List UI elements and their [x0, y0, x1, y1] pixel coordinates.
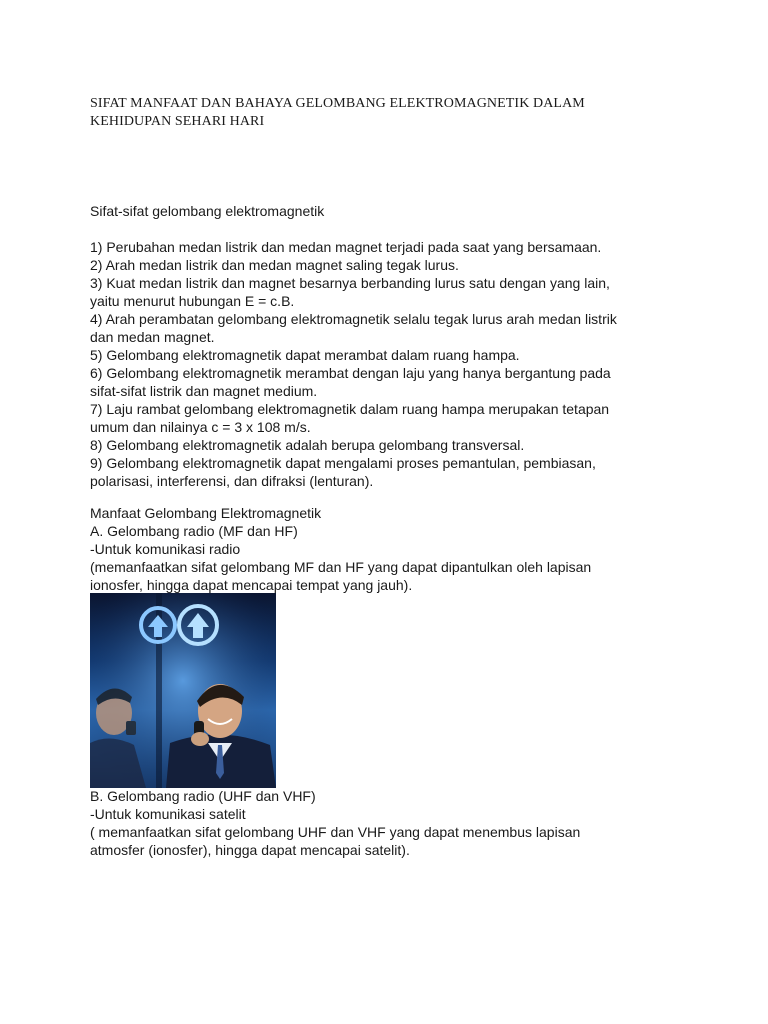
- list-line: 4) Arah perambatan gelombang elektromagnetik selalu tegak lurus arah medan listrik: [90, 311, 617, 327]
- list-line: 5) Gelombang elektromagnetik dapat merambat dalam ruang hampa.: [90, 347, 520, 363]
- list-line: yaitu menurut hubungan E = c.B.: [90, 293, 295, 309]
- item-b-desc: atmosfer (ionosfer), hingga dapat mencapai satelit).: [90, 842, 410, 858]
- document-title: [90, 95, 710, 131]
- list-line: 9) Gelombang elektromagnetik dapat mengalami proses pemantulan, pembiasan,: [90, 455, 596, 471]
- businessmen-phone-photo: [90, 593, 276, 788]
- list-line: 1) Perubahan medan listrik dan medan magnet terjadi pada saat yang bersamaan.: [90, 239, 602, 255]
- item-b-label: B. Gelombang radio (UHF dan VHF): [90, 788, 316, 804]
- list-line: 2) Arah medan listrik dan medan magnet saling tegak lurus.: [90, 257, 459, 273]
- list-line: dan medan magnet.: [90, 329, 215, 345]
- section-properties: [90, 202, 690, 490]
- section-heading: Manfaat Gelombang Elektromagnetik: [90, 505, 322, 521]
- list-line: 3) Kuat medan listrik dan magnet besarnya berbanding lurus satu dengan yang lain,: [90, 275, 610, 291]
- list-line: sifat-sifat listrik dan magnet medium.: [90, 383, 318, 399]
- title-line-1: SIFAT MANFAAT DAN BAHAYA GELOMBANG ELEKTROMAGNETIK DALAM: [90, 96, 585, 111]
- photo-illustration: [90, 593, 276, 788]
- item-a-desc: ionosfer, hingga dapat mencapai tempat yang jauh).: [90, 577, 413, 593]
- item-a-desc: (memanfaatkan sifat gelombang MF dan HF yang dapat dipantulkan oleh lapisan: [90, 559, 592, 575]
- list-line: umum dan nilainya c = 3 x 108 m/s.: [90, 419, 311, 435]
- list-line: 6) Gelombang elektromagnetik merambat dengan laju yang hanya bergantung pada: [90, 365, 611, 381]
- list-line: 7) Laju rambat gelombang elektromagnetik dalam ruang hampa merupakan tetapan: [90, 401, 610, 417]
- item-a-label: A. Gelombang radio (MF dan HF): [90, 523, 298, 539]
- section-heading: Sifat-sifat gelombang elektromagnetik: [90, 203, 325, 219]
- item-b-desc: ( memanfaatkan sifat gelombang UHF dan VHF yang dapat menembus lapisan: [90, 824, 581, 840]
- section-benefits-a: [90, 504, 690, 594]
- list-line: polarisasi, interferensi, dan difraksi (lenturan).: [90, 473, 374, 489]
- title-line-2: KEHIDUPAN SEHARI HARI: [90, 114, 265, 129]
- list-line: 8) Gelombang elektromagnetik adalah berupa gelombang transversal.: [90, 437, 525, 453]
- section-benefits-b: [90, 787, 690, 859]
- item-a-use: -Untuk komunikasi radio: [90, 541, 241, 557]
- item-b-use: -Untuk komunikasi satelit: [90, 806, 246, 822]
